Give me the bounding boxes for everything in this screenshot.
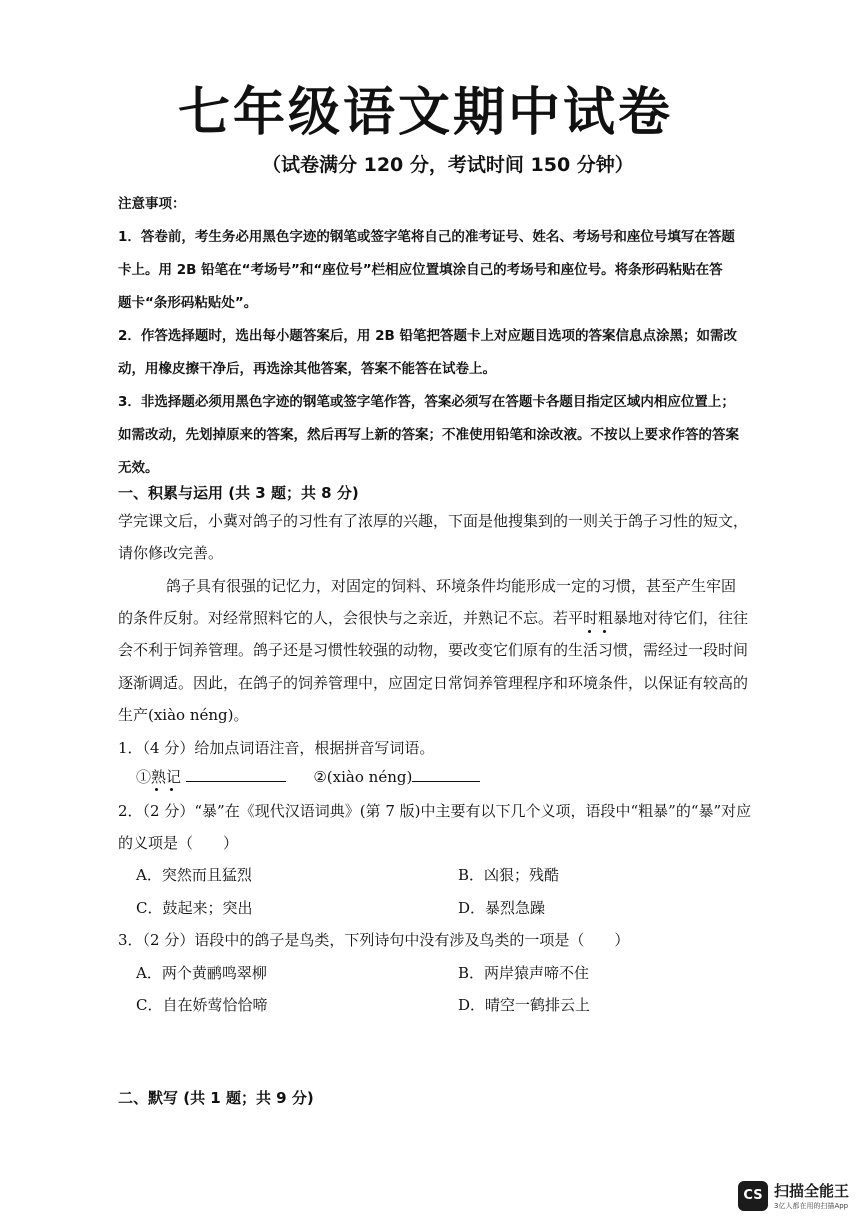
q1-part1-label: ①熟记 [136, 768, 186, 786]
passage-line: 生产(xiào néng)。 [118, 706, 249, 724]
passage-line: 逐渐调适。因此，在鸽子的饲养管理中，应固定日常饲养管理程序和环境条件，以保证有较高的 [118, 674, 749, 692]
emphasis-dot [170, 788, 173, 791]
scanner-watermark [738, 1180, 849, 1211]
watermark-tagline: 3亿人都在用的扫描App [773, 1202, 849, 1210]
q3-stem: 3．（2 分）语段中的鸽子是鸟类，下列诗句中没有涉及鸟类的一项是（ ） [118, 931, 630, 949]
section2-heading: 二、默写 (共 1 题；共 9 分) [118, 1089, 314, 1107]
notice-heading: 注意事项： [118, 196, 186, 212]
q2-option-a[interactable]: A．突然而且猛烈 [136, 866, 252, 884]
q3-option-c[interactable]: C．自在娇莺恰恰啼 [136, 996, 268, 1014]
section1-intro-line: 学完课文后，小冀对鸽子的习性有了浓厚的兴趣，下面是他搜集到的一则关于鸽子习性的短文， [118, 512, 749, 530]
notice-line: 动，用橡皮擦干净后，再选涂其他答案，答案不能答在试卷上。 [118, 361, 496, 377]
notice-line: 3．非选择题必须用黑色字迹的钢笔或签字笔作答，答案必须写在答题卡各题目指定区域内相应位置上； [118, 394, 735, 410]
q1-part2-blank[interactable] [412, 767, 480, 782]
notice-line: 题卡“条形码粘贴处”。 [118, 295, 258, 311]
q2-stem-line: 的义项是（ ） [118, 834, 239, 852]
q1-answer-row [136, 766, 480, 787]
q3-option-d[interactable]: D．晴空一鹤排云上 [458, 996, 591, 1014]
notice-line: 1．答卷前，考生务必用黑色字迹的钢笔或签字笔将自己的准考证号、姓名、考场号和座位号填写在答题 [118, 229, 735, 245]
q3-option-b[interactable]: B．两岸猿声啼不住 [458, 964, 590, 982]
section1-intro-line: 请你修改完善。 [118, 544, 224, 562]
q2-stem-line: 2．（2 分）“暴”在《现代汉语词典》(第 7 版)中主要有以下几个义项，语段中“粗暴”的“暴”对应 [118, 802, 752, 820]
emphasis-dot [603, 630, 606, 633]
emphasis-dot [155, 788, 158, 791]
q2-option-b[interactable]: B．凶狠；残酷 [458, 866, 560, 884]
exam-subtitle: （试卷满分 120 分，考试时间 150 分钟） [262, 154, 634, 176]
emphasis-dot [588, 630, 591, 633]
q1-part2-label: ②(xiào néng) [313, 768, 413, 786]
camscanner-logo-icon: CS [738, 1181, 768, 1211]
q1-stem: 1．（4 分）给加点词语注音，根据拼音写词语。 [118, 739, 435, 757]
q3-option-a[interactable]: A．两个黄鹂鸣翠柳 [136, 964, 267, 982]
passage-line-with-dotted-word [118, 607, 748, 628]
notice-line: 卡上。用 2B 铅笔在“考场号”和“座位号”栏相应位置填涂自己的考场号和座位号。将条形码粘贴在答 [118, 262, 723, 278]
notice-line: 如需改动，先划掉原来的答案，然后再写上新的答案；不准使用铅笔和涂改液。不按以上要求作答的答案 [118, 427, 739, 443]
exam-title: 七年级语文期中试卷 [178, 83, 674, 143]
passage-line: 会不利于饲养管理。鸽子还是习惯性较强的动物，要改变它们原有的生活习惯，需经过一段时间 [118, 641, 749, 659]
section1-heading: 一、积累与运用 (共 3 题；共 8 分) [118, 484, 359, 502]
watermark-app-name: 扫描全能王 [773, 1182, 849, 1200]
q2-option-c[interactable]: C．鼓起来；突出 [136, 899, 253, 917]
passage-line: 的条件反射。对经常照料它的人，会很快与之亲近，并熟记不忘。若平时粗暴地对待它们，往往 [118, 609, 749, 627]
q1-part1-blank[interactable] [186, 767, 286, 782]
q2-option-d[interactable]: D．暴烈急躁 [458, 899, 546, 917]
passage-line: 鸽子具有很强的记忆力，对固定的饲料、环境条件均能形成一定的习惯，甚至产生牢固 [166, 577, 737, 595]
notice-line: 无效。 [118, 460, 159, 476]
notice-line: 2．作答选择题时，选出每小题答案后，用 2B 铅笔把答题卡上对应题目选项的答案信息点涂黑；如需改 [118, 328, 737, 344]
